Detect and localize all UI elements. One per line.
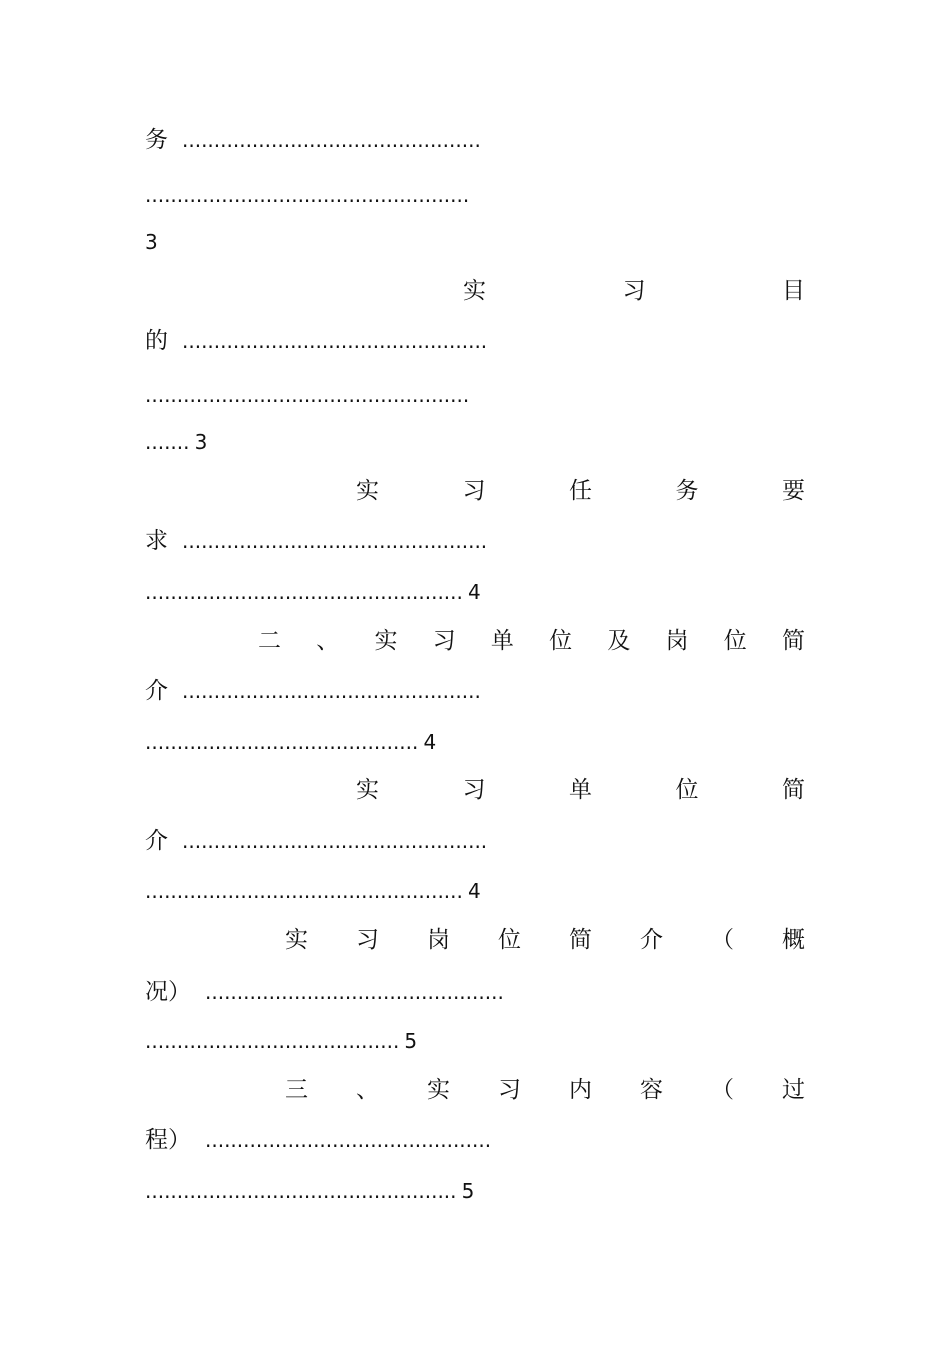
toc-text: 介 xyxy=(145,828,168,854)
toc-text: 程） xyxy=(145,1127,191,1153)
toc-heading-char: 位 xyxy=(549,628,573,654)
toc-heading-char: 实 xyxy=(285,927,308,953)
toc-heading-char: 实 xyxy=(427,1077,450,1103)
toc-leader: ....... xyxy=(145,430,190,454)
toc-heading-char: 容 xyxy=(640,1077,663,1103)
toc-line xyxy=(145,1176,474,1206)
toc-heading-char: 概 xyxy=(782,927,805,953)
toc-heading-char: 岗 xyxy=(665,628,689,654)
toc-heading-char: 、 xyxy=(356,1077,379,1103)
toc-heading-char: 习 xyxy=(462,777,486,803)
toc-heading-char: 简 xyxy=(569,927,592,953)
toc-heading-char: 介 xyxy=(640,927,663,953)
toc-heading xyxy=(463,276,805,306)
toc-page-number: 5 xyxy=(461,1179,475,1203)
toc-page-number: 4 xyxy=(423,730,437,754)
toc-leader: ................................................ xyxy=(182,529,488,553)
toc-heading-char: 及 xyxy=(607,628,631,654)
toc-heading-char: 位 xyxy=(723,628,747,654)
toc-heading-char: 习 xyxy=(498,1077,521,1103)
toc-text: 的 xyxy=(145,328,168,354)
toc-heading-char: 位 xyxy=(675,777,699,803)
toc-leader: ........................................ xyxy=(145,1029,400,1053)
toc-leader: ................................................. xyxy=(145,1179,457,1203)
toc-page-number: 4 xyxy=(467,879,481,903)
toc-heading-char: 、 xyxy=(316,628,340,654)
toc-heading-char: 简 xyxy=(781,628,805,654)
toc-page-number: 5 xyxy=(404,1029,418,1053)
toc-heading-char: 二 xyxy=(258,628,281,654)
toc-line xyxy=(145,727,436,757)
toc-leader: ............................................... xyxy=(205,980,504,1004)
toc-heading xyxy=(356,476,805,506)
toc-leader: .................................................. xyxy=(145,580,463,604)
toc-heading-char: 习 xyxy=(356,927,379,953)
toc-heading-char: 习 xyxy=(622,278,646,304)
toc-heading-char: 务 xyxy=(675,478,699,504)
toc-line xyxy=(145,526,487,556)
toc-heading-char: 简 xyxy=(782,777,805,803)
toc-heading-char: 习 xyxy=(432,628,456,654)
toc-heading-char: （ xyxy=(711,1077,734,1103)
toc-leader: ............................................. xyxy=(205,1128,492,1152)
toc-line xyxy=(145,180,469,210)
toc-heading-char: 任 xyxy=(569,478,592,504)
toc-leader: ................................................ xyxy=(182,329,488,353)
toc-text: 况） xyxy=(145,979,191,1005)
toc-line xyxy=(145,326,487,356)
toc-heading-char: 过 xyxy=(782,1077,805,1103)
toc-heading xyxy=(356,775,805,805)
toc-line xyxy=(145,125,481,155)
toc-heading-char: 内 xyxy=(569,1077,592,1103)
toc-heading-char: 单 xyxy=(569,777,592,803)
toc-heading-char: 位 xyxy=(498,927,521,953)
toc-heading xyxy=(258,626,805,656)
toc-heading-char: 单 xyxy=(490,628,514,654)
toc-heading-char: 习 xyxy=(462,478,486,504)
toc-heading-char: 实 xyxy=(463,278,486,304)
toc-leader: ........................................... xyxy=(145,730,419,754)
toc-leader: ............................................... xyxy=(182,679,481,703)
toc-heading xyxy=(285,1075,805,1105)
toc-line xyxy=(145,676,481,706)
toc-line xyxy=(145,380,469,410)
toc-line xyxy=(145,876,481,906)
toc-heading-char: （ xyxy=(711,927,734,953)
toc-page-number: 3 xyxy=(145,230,158,254)
toc-text: 介 xyxy=(145,678,168,704)
toc-page-number: 4 xyxy=(467,580,481,604)
toc-leader: ............................................... xyxy=(182,128,481,152)
toc-text: 务 xyxy=(145,127,168,153)
toc-line xyxy=(145,1026,417,1056)
toc-heading-char: 岗 xyxy=(427,927,450,953)
toc-leader: ................................................... xyxy=(145,183,470,207)
toc-line xyxy=(145,427,207,457)
toc-heading-char: 三 xyxy=(285,1077,308,1103)
toc-line xyxy=(145,1125,491,1155)
toc-heading xyxy=(285,925,805,955)
toc-line xyxy=(145,977,504,1007)
toc-leader: .................................................. xyxy=(145,879,463,903)
toc-page-number: 3 xyxy=(194,430,208,454)
toc-leader: ................................................ xyxy=(182,829,488,853)
toc-heading-char: 实 xyxy=(356,478,379,504)
toc-line xyxy=(145,227,158,257)
toc-heading-char: 要 xyxy=(782,478,805,504)
toc-heading-char: 目 xyxy=(782,278,805,304)
toc-heading-char: 实 xyxy=(374,628,398,654)
toc-leader: ................................................... xyxy=(145,383,470,407)
toc-line xyxy=(145,826,487,856)
toc-heading-char: 实 xyxy=(356,777,379,803)
toc-text: 求 xyxy=(145,528,168,554)
toc-line xyxy=(145,577,481,607)
